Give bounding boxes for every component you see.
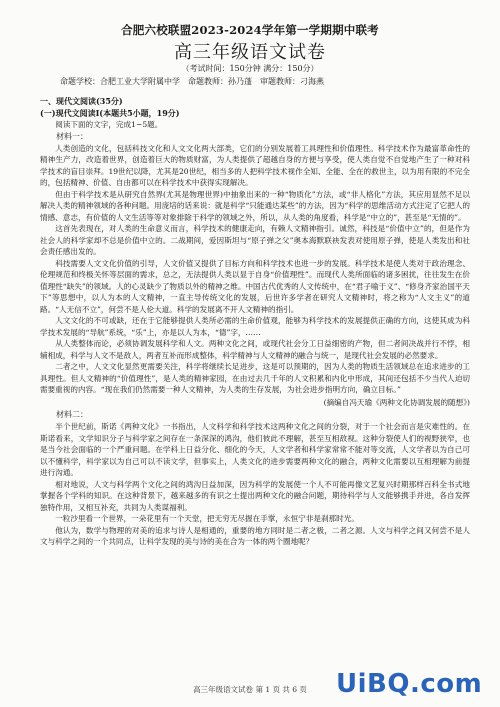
material-2-paragraph: 相对地说，人文与科学两个文化之间的鸿沟日益加深，因为科学的发展使一个人不可能再像文艺复兴时期那样百科全书式地掌握各个学科的知识。在这种背景下，越来越多的有识之士提出两种文化的融合问题，期待科学与人文能够携手并进，各自发挥独特作用，又相互补充，共同为人类谋福利。 [40,479,470,512]
maker-school: 命题学校：合肥工业大学附属中学 [60,77,180,86]
material-1-paragraph: 但由于科学技术是从研究自然界(尤其是物理世界)中抽象出来的一种“物质化”方法，或“非人格化”方法，其应用显然不足以解决人类的精神领域的各种问题。用庞培的话来说：就是科学“只能通达某些”的方法，因为“科学的思维活动方式注定了它把人的情感、意志，有价值的人文生活等等对象排除于科学的领域之外，所以，从人类的角度看，科学是“中立的”，甚至是“无情的”。 [40,189,470,222]
maker-teacher: 命题教师：孙乃蓬 [188,77,252,86]
exam-time-score: （考试时间：150分钟 满分：150分） [181,64,319,73]
instruction: 阅读下面的文字，完成1~5题。 [55,120,163,129]
material-1-paragraph: 二者之中，人文文化显然更需要关注，科学将继续长足进步，这是可以预期的，因为人类的物质生活领域总在追求进步的工具理性。但人文精神的“价值理性”，是人类的精神家园，在由过去几千年的人文积累和内化中形成，其间还包括不少当代人迫切需要重视的内容。“现在我们仍然需要一种人文精神，为人类的生存发展，为社会进步指明方向，确立目标。” [40,362,470,394]
material-2-poem: 一粒沙里看一个世界，一朵花里有一个天堂，把无穷无尽握在手掌，永恒宁非是刹那时光。 [55,514,359,523]
watermark-logo [336,669,486,699]
watermark-text: UiBQ.com [336,669,483,699]
material-1-paragraph: 从人类整体而论，必须协调发展科学和人文。两种文化之间，或现代社会分工日益细密的产物，但二者间决战并行不悖，相辅相成，科学与人文不是敌人，两者互补而形成整体，科学精神与人文精神的融合与统一，是现代社会发展的必然要求。 [40,339,470,360]
material-1-paragraph: 这首先表现在，对人类的生命意义而言，科学技术的健康走向，有赖人文精神指引。诚然，科技是“价值中立”的，但是作为社会人的科学家却不总是价值中立的。二战期间，爱因斯坦与“原子弹之父”奥本海默联袂发表对使用原子弹，使是人类发出和社会责任感出发的。 [40,224,470,256]
material-1-paragraph: 科技需要人文文化价值的引导，人文价值又提供了目标方向和科学技术也进一步的发展。科学技术是使人类对于政治理念、伦理规范和终极关怀等层面的需求，总之，无法提供人类以显于自身“价值理性”。而现代人类所面临的诸多困扰，往往发生在价值理性“缺失”的领域。人的心灵缺少了物质以外的精神之维。中国古代优秀的人文传统中，在“君子喻于义”、“修身齐家治国平天下”等思想中，以人为本的人文精神，一直主导传统文化的发展，后世许多学者在研究人文精神时，将之称为“人文主义”的道路。“人无信不立”，何尝不是人伦大道。科学的发展离不开人文精神的指引。 [40,258,470,314]
material-2-label: 材料二： [56,410,88,419]
material-2-paragraph: 半个世纪前，斯诺《两种文化》一书指出，人文科学和科学技术这两种文化之间的分裂，对于一个社会而言是灾难性的。在斯诺看来，文学知识分子与科学家之间存在一条深深的鸿沟，他们彼此不理解，甚至互相敌视。这种分裂使人们的视野狭窄，也是当今社会面临的一个严重问题。在学科上日益分化、细化的今天，人文学者和科学家常常不能对等交流，人文学者以为自己可以不懂科学，科学家以为自己可以不读文学，但事实上，人类文化的进步需要两种文化的融合，两种文化需要以互相理解为前提进行沟通。 [40,422,470,477]
material-1-paragraph: 人类创造的文化，包括科技文化和人文文化两大部类，它们的分别发展着工具理性和价值理性。科学技术作为最富革命性的精神生产力，改造着世界，创造着巨大的物质财富，为人类提供了超越自身的方便与享受，使人类自觉不自觉地产生了一种对科学技术的盲目崇拜。19世纪以降，尤其是20世纪，相当多的人把科学技术视作全知、全能、全在的救世主，以为用有限的不完全的，包括精神、价值、自由都可以在科学技术中获得实现解决。 [40,143,470,187]
page-footer: 高三年级语文试卷 第 1 页 共 6 页 [193,685,307,694]
exam-title: 合肥六校联盟2023-2024学年第一学期期中联考 [121,23,379,37]
reviewer: 审题教师：刁海燕 [260,77,324,86]
material-1-label: 材料一： [56,131,88,141]
grade-title: 高三年级语文试卷 [174,42,326,63]
material-1-paragraph: 人文文化的不可或缺，还在于它能够提供人类所必需的生命价值观，能够为科学技术的发展提供正确的方向，这使其成为科学技术发展的“导航”系统，“乐”上，亦是以人为本，“德”字，…… [40,316,470,337]
subsection-heading: (一)现代文阅读Ⅰ(本题共5小题，19分) [40,108,180,118]
material-1-source: (摘编自冯天瑜《两种文化协调发展的随想》) [323,397,470,407]
material-2-paragraph: 他认为，数学与物理的对美的追求与诗人是相通的，重要的地方同时是二者之极，二者之源。人文与科学之间又何尝不是人文与科学之间的一个共同点，让科学发现的美与诗的美在合为一体的两个圈地呢？ [40,525,470,546]
exam-content [40,95,470,548]
exam-roles [60,76,480,87]
section-heading: 一、现代文阅读(35分) [40,96,123,106]
